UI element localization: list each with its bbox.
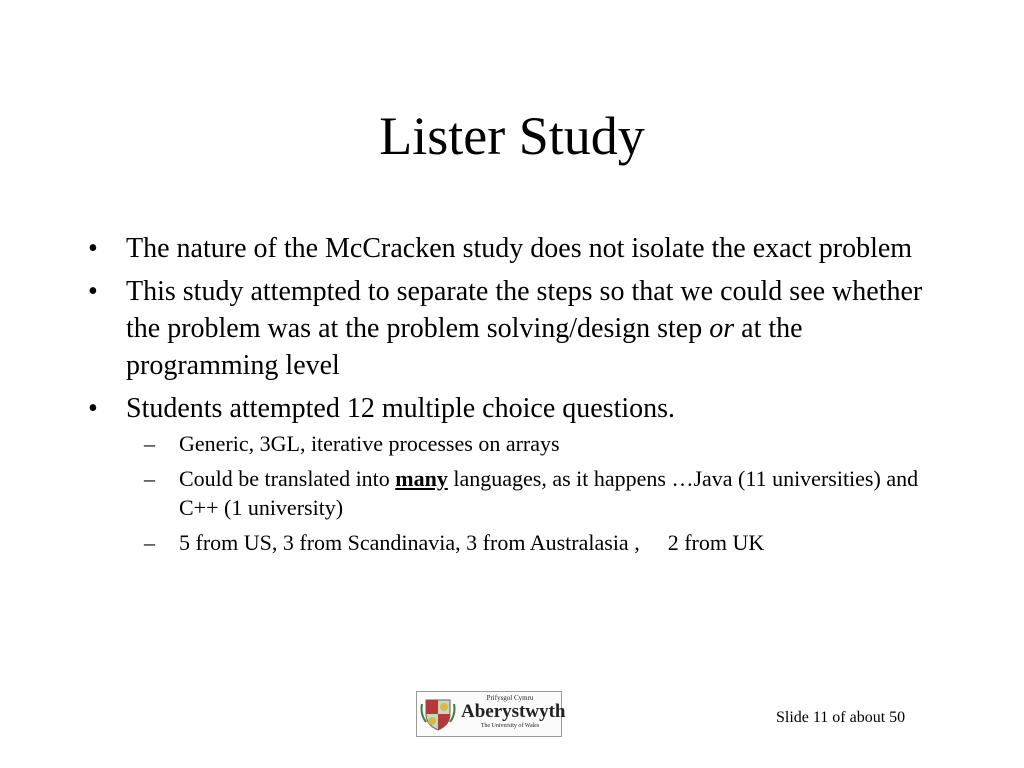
- logo-wordmark: [461, 694, 566, 730]
- bullet-emphasis: or: [709, 313, 735, 344]
- sub-bullet-text: languages, as it happens …Java (11 universities) and C++ (1 university): [179, 466, 919, 520]
- sub-bullet-list: [126, 429, 948, 557]
- logo-sub-text: The University of Wales: [480, 723, 540, 729]
- bullet-text: at the programming level: [126, 313, 803, 381]
- slide-number: Slide 11 of about 50: [776, 709, 906, 726]
- sub-bullet-emphasis: many: [395, 466, 448, 491]
- sub-bullet-item: [134, 464, 948, 522]
- bullet-marker: •: [88, 276, 98, 307]
- sub-bullet-text: 5 from US, 3 from Scandinavia, 3 from Australasia ,: [179, 530, 640, 555]
- dash-marker: –: [144, 431, 155, 456]
- sub-bullet-text: Generic, 3GL, iterative processes on arrays: [179, 431, 560, 456]
- sub-bullet-item: [134, 429, 948, 458]
- bullet-item: [88, 273, 948, 384]
- bullet-marker: •: [88, 233, 98, 264]
- bullet-text: The nature of the McCracken study does not isolate the exact problem: [126, 233, 913, 264]
- crest-icon: [420, 696, 456, 732]
- bullet-list: [88, 230, 948, 563]
- bullet-text: This study attempted to separate the steps so that we could see whether the problem was at the problem solving/design step: [126, 276, 923, 344]
- bullet-item: [88, 390, 948, 557]
- bullet-text: Students attempted 12 multiple choice questions.: [126, 393, 676, 424]
- sub-bullet-text: Could be translated into: [179, 466, 396, 491]
- dash-marker: –: [144, 466, 155, 491]
- sub-bullet-item: [134, 528, 948, 557]
- sub-bullet-text: 2 from UK: [667, 530, 765, 555]
- bullet-item: [88, 230, 948, 267]
- bullet-marker: •: [88, 393, 98, 424]
- logo-top-text: Prifysgol Cymru: [486, 694, 534, 702]
- dash-marker: –: [144, 530, 155, 555]
- slide-title: Lister Study: [379, 106, 645, 166]
- logo-main-text: Aberystwyth: [461, 701, 566, 722]
- university-logo: [416, 691, 566, 737]
